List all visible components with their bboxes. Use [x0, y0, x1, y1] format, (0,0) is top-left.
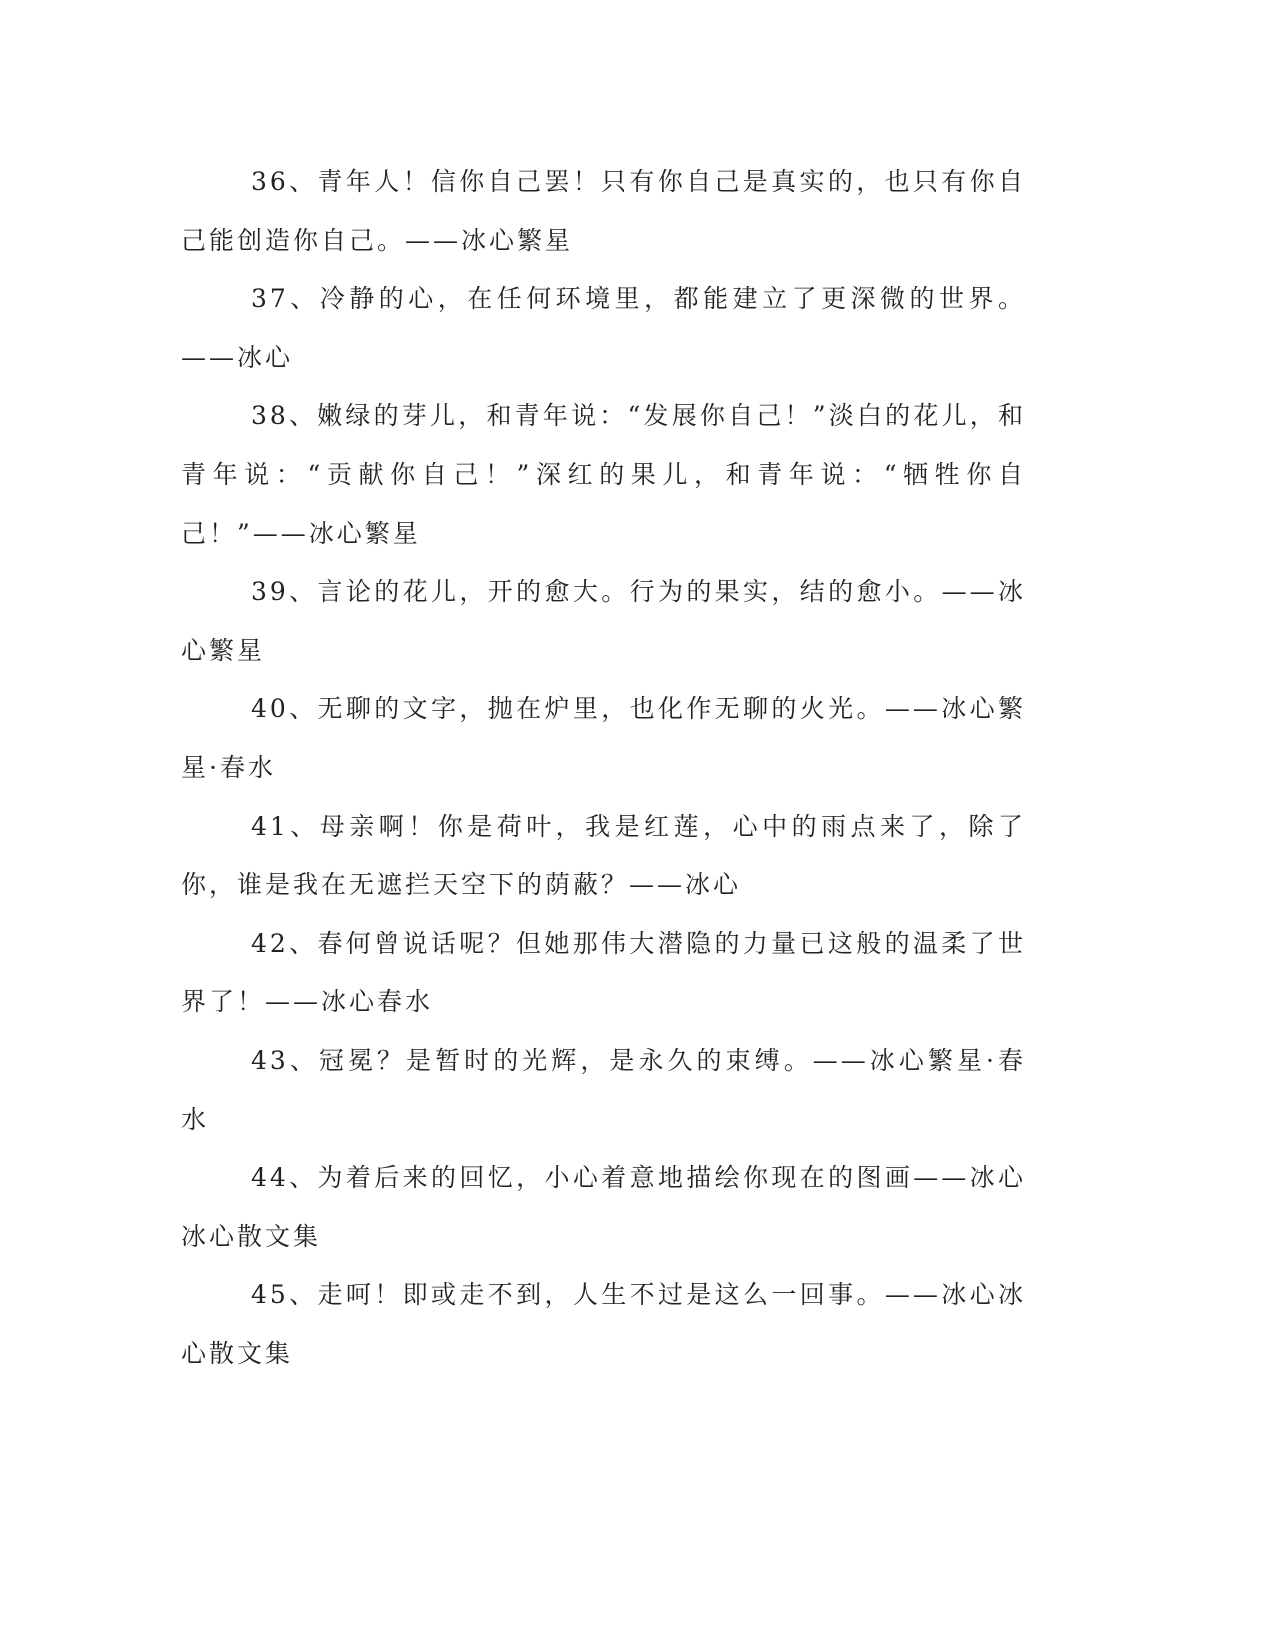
quote-paragraph-38: 38、嫩绿的芽儿，和青年说：“发展你自己！”淡白的花儿，和青年说：“贡献你自己！”深红的果儿，和青年说：“牺牲你自己！”——冰心繁星 — [181, 401, 1026, 548]
quote-paragraph-44: 44、为着后来的回忆，小心着意地描绘你现在的图画——冰心冰心散文集 — [181, 1163, 1026, 1251]
quote-paragraph-40: 40、无聊的文字，抛在炉里，也化作无聊的火光。——冰心繁星·春水 — [181, 694, 1026, 782]
quote-paragraph-42: 42、春何曾说话呢？但她那伟大潜隐的力量已这般的温柔了世界了！——冰心春水 — [181, 928, 1026, 1017]
quote-paragraph-36: 36、青年人！信你自己罢！只有你自己是真实的，也只有你自己能创造你自己。——冰心繁星 — [181, 167, 1026, 255]
quote-paragraph-43: 43、冠冕？是暂时的光辉，是永久的束缚。——冰心繁星·春水 — [181, 1045, 1026, 1134]
quote-paragraph-37: 37、冷静的心，在任何环境里，都能建立了更深微的世界。——冰心 — [181, 284, 1026, 372]
quote-paragraph-41: 41、母亲啊！你是荷叶，我是红莲，心中的雨点来了，除了你，谁是我在无遮拦天空下的荫蔽？——冰心 — [181, 811, 1026, 900]
document-body — [181, 153, 1026, 1383]
quote-paragraph-45: 45、走呵！即或走不到，人生不过是这么一回事。——冰心冰心散文集 — [181, 1280, 1026, 1368]
quote-paragraph-39: 39、言论的花儿，开的愈大。行为的果实，结的愈小。——冰心繁星 — [181, 577, 1026, 665]
